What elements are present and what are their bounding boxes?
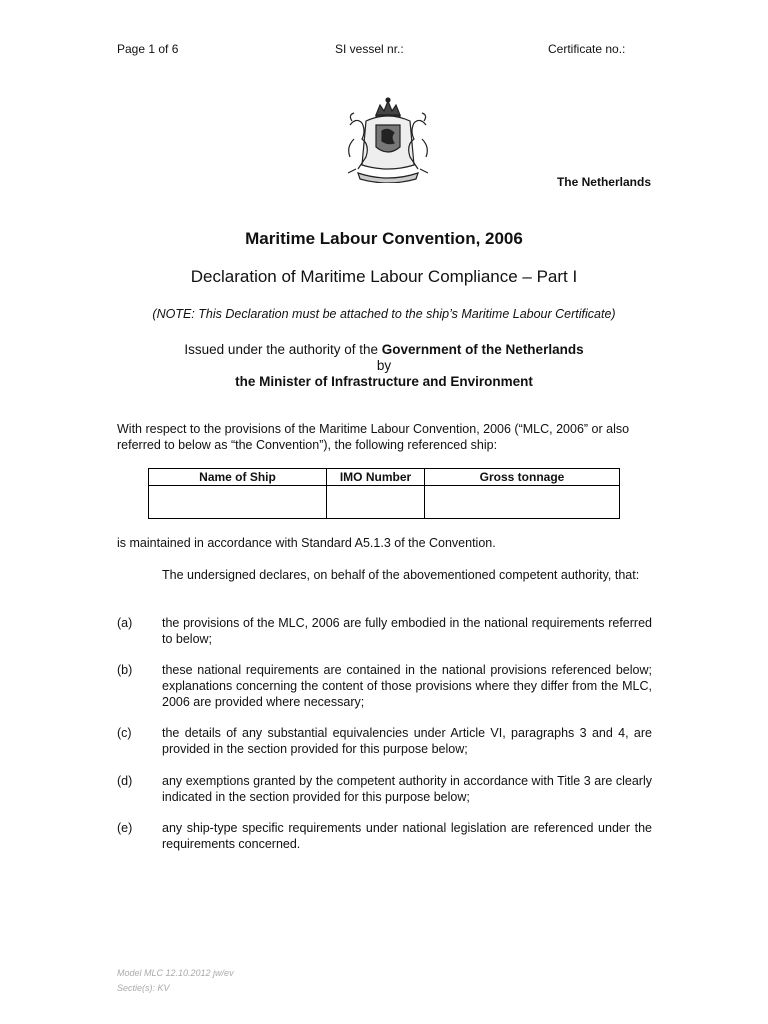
country-name: The Netherlands: [556, 175, 651, 189]
authority-line-3: the Minister of Infrastructure and Environment: [235, 374, 533, 389]
document-subtitle: Declaration of Maritime Labour Compliance – Part I: [190, 267, 578, 286]
document-title: Maritime Labour Convention, 2006: [245, 229, 523, 248]
authority-line-1: Issued under the authority of the Government of the Netherlands: [184, 342, 584, 357]
list-item: [117, 725, 652, 757]
footer-model: Model MLC 12.10.2012 jw/ev: [117, 968, 234, 978]
list-item-text: any ship-type specific requirements under national legislation are referenced under the requirements concerned.: [162, 821, 652, 851]
list-item-label: (c): [117, 726, 132, 740]
coat-of-arms-icon: [336, 95, 440, 183]
list-item-label: (e): [117, 821, 133, 835]
list-item: [117, 662, 652, 710]
list-item-label: (d): [117, 774, 133, 788]
list-item-text: any exemptions granted by the competent authority in accordance with Title 3 are clearly indicated in the section provided for this purpose below;: [162, 774, 652, 804]
list-item: [117, 615, 652, 647]
authority-line-2: by: [376, 358, 392, 373]
declaration-statement: The undersigned declares, on behalf of the abovementioned competent authority, that:: [162, 568, 640, 582]
ship-table-header: [149, 469, 620, 486]
vessel-number-label: SI vessel nr.:: [335, 42, 404, 56]
ship-table: [148, 468, 620, 519]
ship-name-header: Name of Ship: [149, 469, 327, 486]
imo-number-cell[interactable]: [327, 486, 425, 519]
list-item: [117, 773, 652, 805]
ship-table-row: [149, 486, 620, 519]
footer-sectie: Sectie(s): KV: [117, 983, 170, 993]
list-item-label: (b): [117, 663, 133, 677]
intro-paragraph: With respect to the provisions of the Maritime Labour Convention, 2006 (“MLC, 2006” or also referred to below as “the Convention”), the following referenced ship:: [117, 422, 630, 452]
authority-block: [0, 342, 768, 390]
ship-name-cell[interactable]: [149, 486, 327, 519]
list-item-text: the details of any substantial equivalencies under Article VI, paragraphs 3 and 4, are provided in the section provided for this purpose below;: [162, 726, 652, 756]
list-item-text: these national requirements are contained in the national provisions referenced below; explanations concerning the content of those provisions where they differ from the MLC, 2006 are provided where necessary;: [162, 663, 652, 709]
gross-tonnage-header: Gross tonnage: [425, 469, 620, 486]
imo-number-header: IMO Number: [327, 469, 425, 486]
list-item-label: (a): [117, 616, 133, 630]
list-item: [117, 820, 652, 852]
footer: [117, 966, 234, 996]
gross-tonnage-cell[interactable]: [425, 486, 620, 519]
page-number: Page 1 of 6: [117, 42, 179, 56]
certificate-number-label: Certificate no.:: [548, 42, 626, 56]
attachment-note: (NOTE: This Declaration must be attached to the ship’s Maritime Labour Certificate): [152, 307, 616, 321]
maintained-statement: is maintained in accordance with Standard A5.1.3 of the Convention.: [117, 536, 496, 550]
list-item-text: the provisions of the MLC, 2006 are fully embodied in the national requirements referred to below;: [162, 616, 652, 646]
